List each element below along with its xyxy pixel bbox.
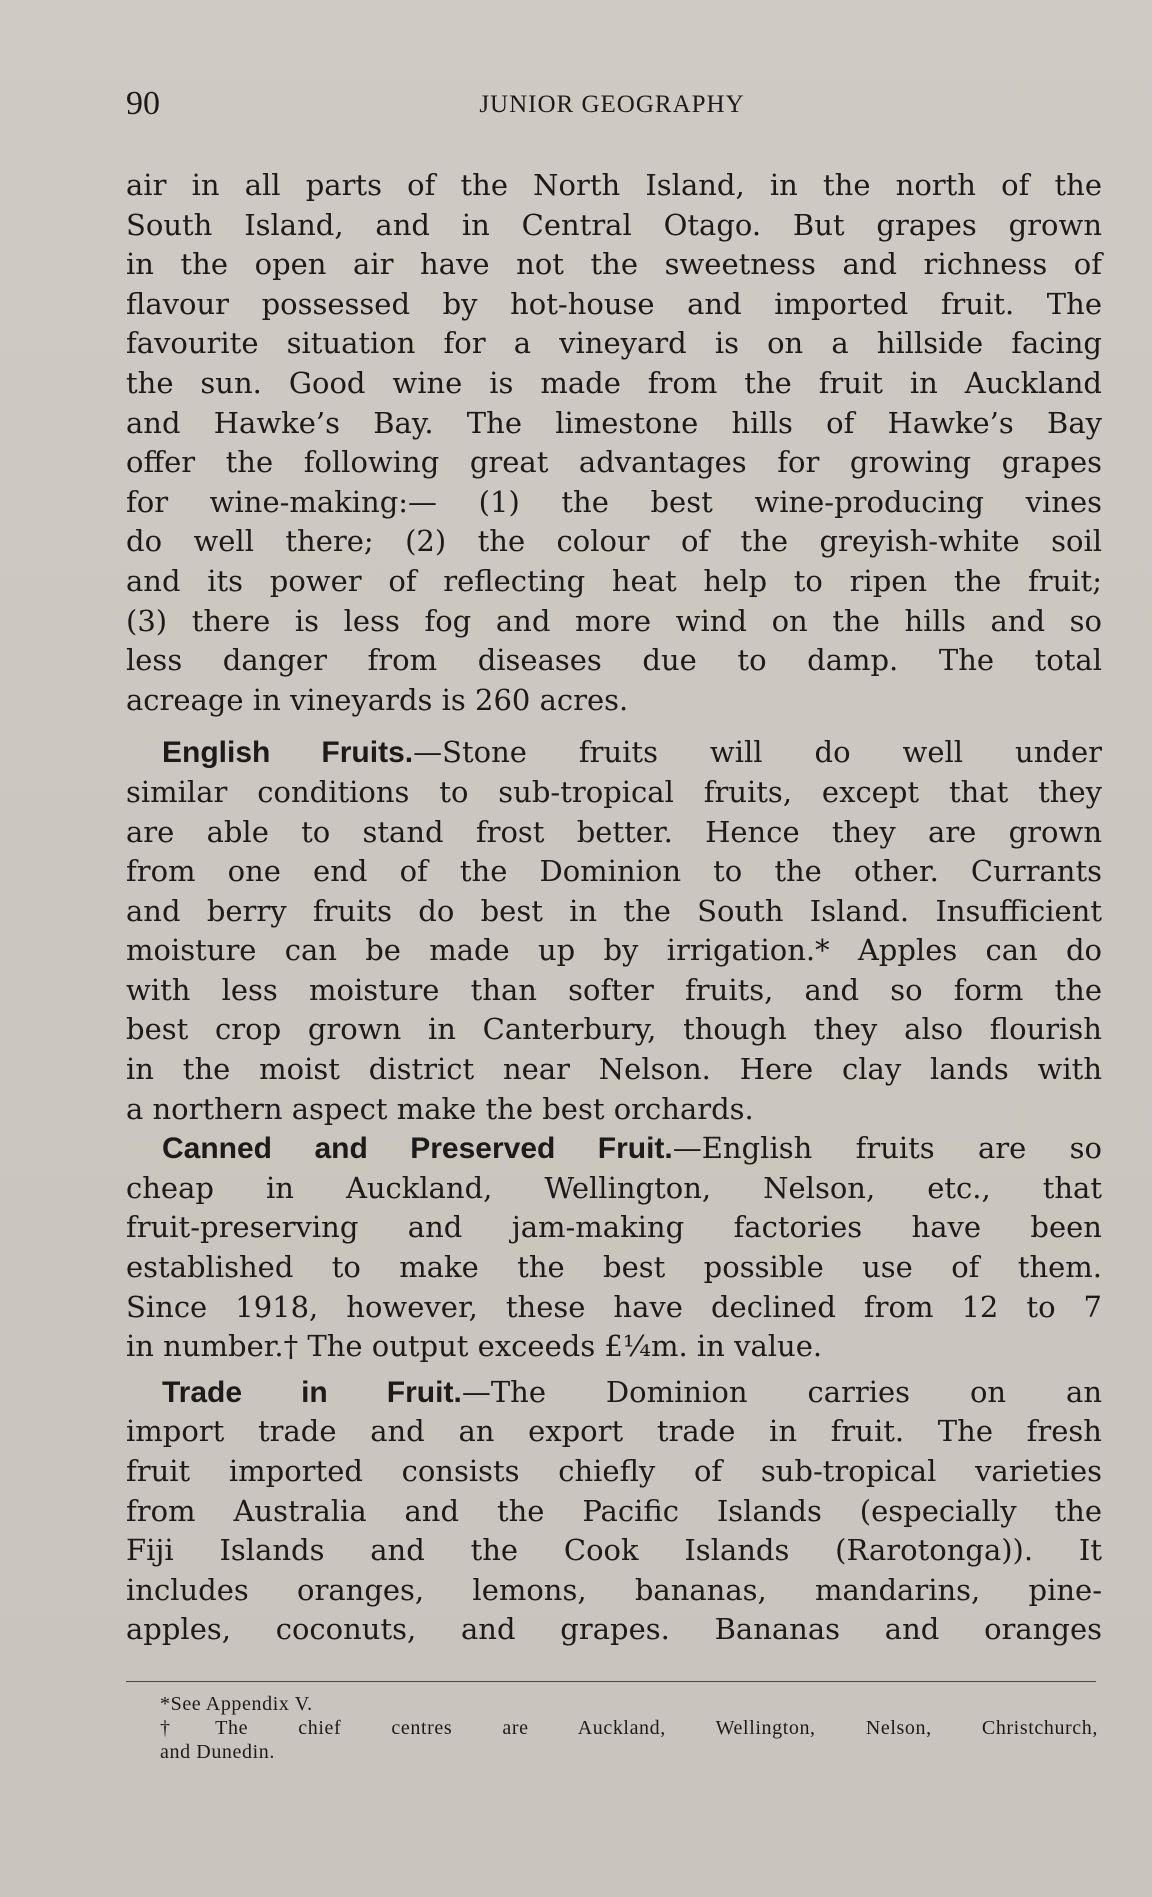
running-head: JUNIOR GEOGRAPHY bbox=[479, 91, 745, 118]
text-line: best crop grown in Canterbury, though they also flourish bbox=[126, 1012, 1102, 1047]
section-heading-english-fruits: English Fruits. bbox=[162, 736, 414, 770]
text-line: Since 1918, however, these have declined from 12 to 7 bbox=[126, 1289, 1102, 1324]
text-line: includes oranges, lemons, bananas, mandarins, pine- bbox=[126, 1572, 1102, 1607]
text-line: for wine-making:— (1) the best wine-producing vines bbox=[126, 484, 1102, 519]
paragraph-trade-in-fruit bbox=[126, 1373, 1102, 1650]
text-line: a northern aspect make the best orchards. bbox=[126, 1091, 754, 1126]
paragraph-canned-fruit bbox=[126, 1129, 1102, 1367]
text-line: flavour possessed by hot-house and imported fruit. The bbox=[126, 286, 1102, 321]
text-line: similar conditions to sub-tropical fruits, except that they bbox=[126, 774, 1102, 809]
text-line: established to make the best possible use of them. bbox=[126, 1250, 1102, 1285]
text-line: (3) there is less fog and more wind on the hills and so bbox=[126, 603, 1102, 638]
footnote-chief-centres-continued: and Dunedin. bbox=[160, 1741, 275, 1763]
text-line: are able to stand frost better. Hence they are grown bbox=[126, 814, 1102, 849]
footnote-chief-centres: †The chief centres are Auckland, Wellington, Nelson, Christchurch, bbox=[160, 1717, 1098, 1739]
text-line: the sun. Good wine is made from the fruit in Auckland bbox=[126, 365, 1102, 400]
page-number: 90 bbox=[126, 85, 160, 122]
text-line: moisture can be made up by irrigation.* Apples can do bbox=[126, 933, 1102, 968]
text-line: offer the following great advantages for growing grapes bbox=[126, 445, 1102, 480]
heading-line-text: —Stone fruits will do well under bbox=[413, 735, 1102, 770]
heading-line-text: —English fruits are so bbox=[672, 1131, 1102, 1166]
text-line: air in all parts of the North Island, in the north of the bbox=[126, 168, 1102, 202]
heading-line-text: —The Dominion carries on an bbox=[461, 1374, 1103, 1409]
text-line: from Australia and the Pacific Islands (especially the bbox=[126, 1493, 1102, 1528]
text-line: favourite situation for a vineyard is on a hillside facing bbox=[126, 326, 1102, 361]
text-line: South Island, and in Central Otago. But grapes grown bbox=[126, 207, 1102, 242]
text-line: apples, coconuts, and grapes. Bananas and oranges bbox=[126, 1612, 1102, 1647]
section-heading-canned-fruit: Canned and Preserved Fruit. bbox=[162, 1132, 673, 1166]
text-line: acreage in vineyards is 260 acres. bbox=[126, 682, 629, 717]
text-line: from one end of the Dominion to the other. Currants bbox=[126, 854, 1102, 889]
text-line: in the open air have not the sweetness and richness of bbox=[126, 247, 1102, 282]
text-line: and berry fruits do best in the South Island. Insufficient bbox=[126, 893, 1102, 928]
text-line: in number.† The output exceeds £¼m. in value. bbox=[126, 1329, 823, 1364]
text-line: fruit imported consists chiefly of sub-tropical varieties bbox=[126, 1454, 1102, 1488]
section-heading-trade-in-fruit: Trade in Fruit. bbox=[162, 1375, 462, 1409]
text-line: Fiji Islands and the Cook Islands (Rarotonga)). It bbox=[126, 1533, 1102, 1568]
footnote-divider bbox=[126, 1681, 1096, 1682]
text-line: with less moisture than softer fruits, and so form the bbox=[126, 972, 1102, 1007]
text-line: less danger from diseases due to damp. The total bbox=[126, 643, 1102, 678]
text-line: do well there; (2) the colour of the greyish-white soil bbox=[126, 524, 1102, 559]
page-header bbox=[126, 84, 1098, 124]
text-line: and its power of reflecting heat help to ripen the fruit; bbox=[126, 563, 1102, 598]
paragraph-english-fruits bbox=[126, 733, 1102, 1129]
text-line bbox=[126, 733, 1102, 773]
text-line: and Hawke’s Bay. The limestone hills of Hawke’s Bay bbox=[126, 405, 1102, 440]
text-line bbox=[126, 1129, 1102, 1169]
text-line: fruit-preserving and jam-making factories have been bbox=[126, 1210, 1102, 1245]
text-line: in the moist district near Nelson. Here clay lands with bbox=[126, 1052, 1102, 1087]
paragraph-vineyards bbox=[126, 166, 1102, 720]
footnotes bbox=[160, 1692, 1098, 1764]
text-line: import trade and an export trade in fruit. The fresh bbox=[126, 1414, 1102, 1449]
text-line bbox=[126, 1373, 1102, 1413]
text-line: cheap in Auckland, Wellington, Nelson, etc., that bbox=[126, 1170, 1102, 1205]
footnote-appendix: *See Appendix V. bbox=[160, 1693, 313, 1715]
body-text bbox=[126, 166, 1102, 1650]
